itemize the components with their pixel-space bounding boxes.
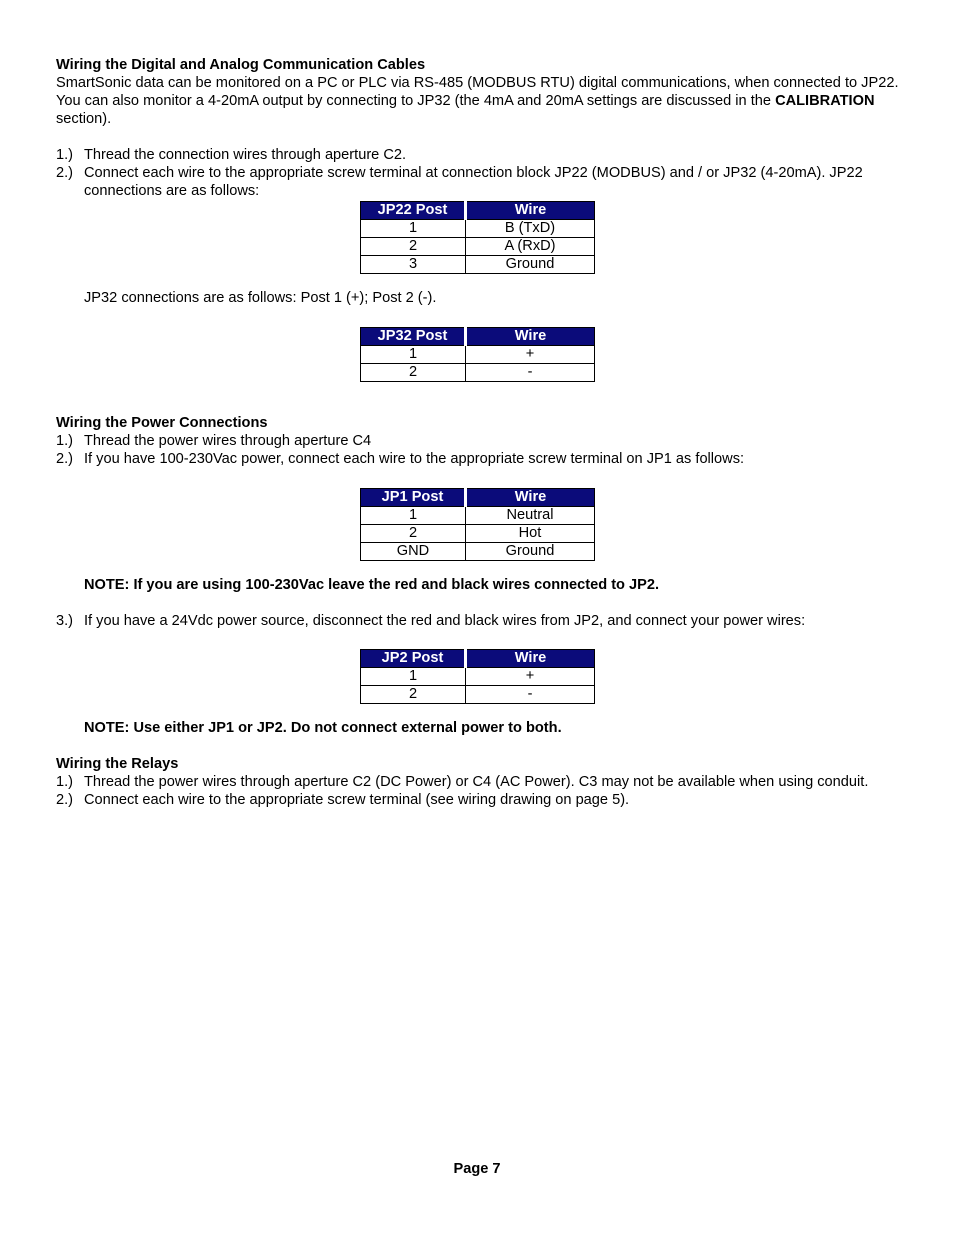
table-header: Wire (466, 328, 595, 346)
jp32-description: JP32 connections are as follows: Post 1 (+); Post 2 (-). (84, 290, 437, 306)
table-header: Wire (466, 489, 595, 507)
table-cell: - (466, 686, 595, 704)
table-header: JP1 Post (361, 489, 466, 507)
jp2-table (360, 649, 595, 704)
table-row (361, 346, 595, 364)
jp32-table (360, 327, 595, 382)
section-heading: Wiring the Digital and Analog Communication Cables (56, 57, 426, 73)
table-cell: 3 (361, 256, 466, 274)
table-cell: + (466, 668, 595, 686)
list-item: 2.) Connect each wire to the appropriate screw terminal (see wiring drawing on page 5). (56, 792, 630, 808)
table-cell: 1 (361, 346, 466, 364)
table-header: Wire (466, 650, 595, 668)
table-cell: Ground (466, 256, 595, 274)
list-item: 3.) If you have a 24Vdc power source, disconnect the red and black wires from JP2, and connect your power wires: (56, 613, 806, 629)
table-cell: Hot (466, 525, 595, 543)
table-cell: 1 (361, 668, 466, 686)
table-row (361, 238, 595, 256)
note-power-source: NOTE: Use either JP1 or JP2. Do not connect external power to both. (84, 720, 562, 736)
table-cell: 1 (361, 220, 466, 238)
table-row (361, 507, 595, 525)
table-cell: 1 (361, 507, 466, 525)
table-header-row (361, 202, 595, 220)
steps-communication (56, 146, 906, 200)
table-cell: + (466, 346, 595, 364)
list-item: 2.) Connect each wire to the appropriate screw terminal at connection block JP22 (MODBUS) and / or JP32 (4-20mA). JP22 connections are as follows: (56, 165, 863, 199)
table-row (361, 668, 595, 686)
table-row (361, 220, 595, 238)
table-row (361, 686, 595, 704)
table-cell: B (TxD) (466, 220, 595, 238)
section-relays (56, 755, 906, 809)
note-ac-power: NOTE: If you are using 100-230Vac leave the red and black wires connected to JP2. (84, 577, 660, 593)
table-cell: GND (361, 543, 466, 561)
section-heading: Wiring the Relays (56, 756, 179, 772)
table-cell: - (466, 364, 595, 382)
table-cell: A (RxD) (466, 238, 595, 256)
table-header-row (361, 489, 595, 507)
table-cell: 2 (361, 364, 466, 382)
table-header: JP32 Post (361, 328, 466, 346)
list-item: 1.) Thread the power wires through aperture C4 (56, 433, 372, 449)
section-communication-cables (56, 56, 906, 128)
list-item: 2.) If you have 100-230Vac power, connect each wire to the appropriate screw terminal on JP1 as follows: (56, 451, 745, 467)
list-item: 1.) Thread the connection wires through aperture C2. (56, 147, 407, 163)
table-cell: 2 (361, 686, 466, 704)
section-heading: Wiring the Power Connections (56, 415, 268, 431)
table-header: Wire (466, 202, 595, 220)
table-cell: Ground (466, 543, 595, 561)
jp1-table (360, 488, 595, 561)
table-row (361, 525, 595, 543)
table-header: JP2 Post (361, 650, 466, 668)
table-cell: Neutral (466, 507, 595, 525)
table-cell: 2 (361, 525, 466, 543)
table-header-row (361, 650, 595, 668)
table-row (361, 256, 595, 274)
table-cell: 2 (361, 238, 466, 256)
table-header: JP22 Post (361, 202, 466, 220)
page-number: Page 7 (453, 1161, 501, 1177)
section-power-connections (56, 414, 906, 468)
table-row (361, 543, 595, 561)
jp22-table (360, 201, 595, 274)
list-item: 1.) Thread the power wires through aperture C2 (DC Power) or C4 (AC Power). C3 may not be available when using conduit. (56, 774, 869, 790)
calibration-ref: CALIBRATION (775, 93, 875, 109)
intro-paragraph: SmartSonic data can be monitored on a PC or PLC via RS-485 (MODBUS RTU) digital communications, when connected to JP22. You can also monitor a 4-20mA output by connecting to JP32 (the 4mA and 20mA settings are discussed in the CALIBRATION section). (56, 75, 899, 127)
table-row (361, 364, 595, 382)
step-24vdc (56, 612, 906, 630)
table-header-row (361, 328, 595, 346)
